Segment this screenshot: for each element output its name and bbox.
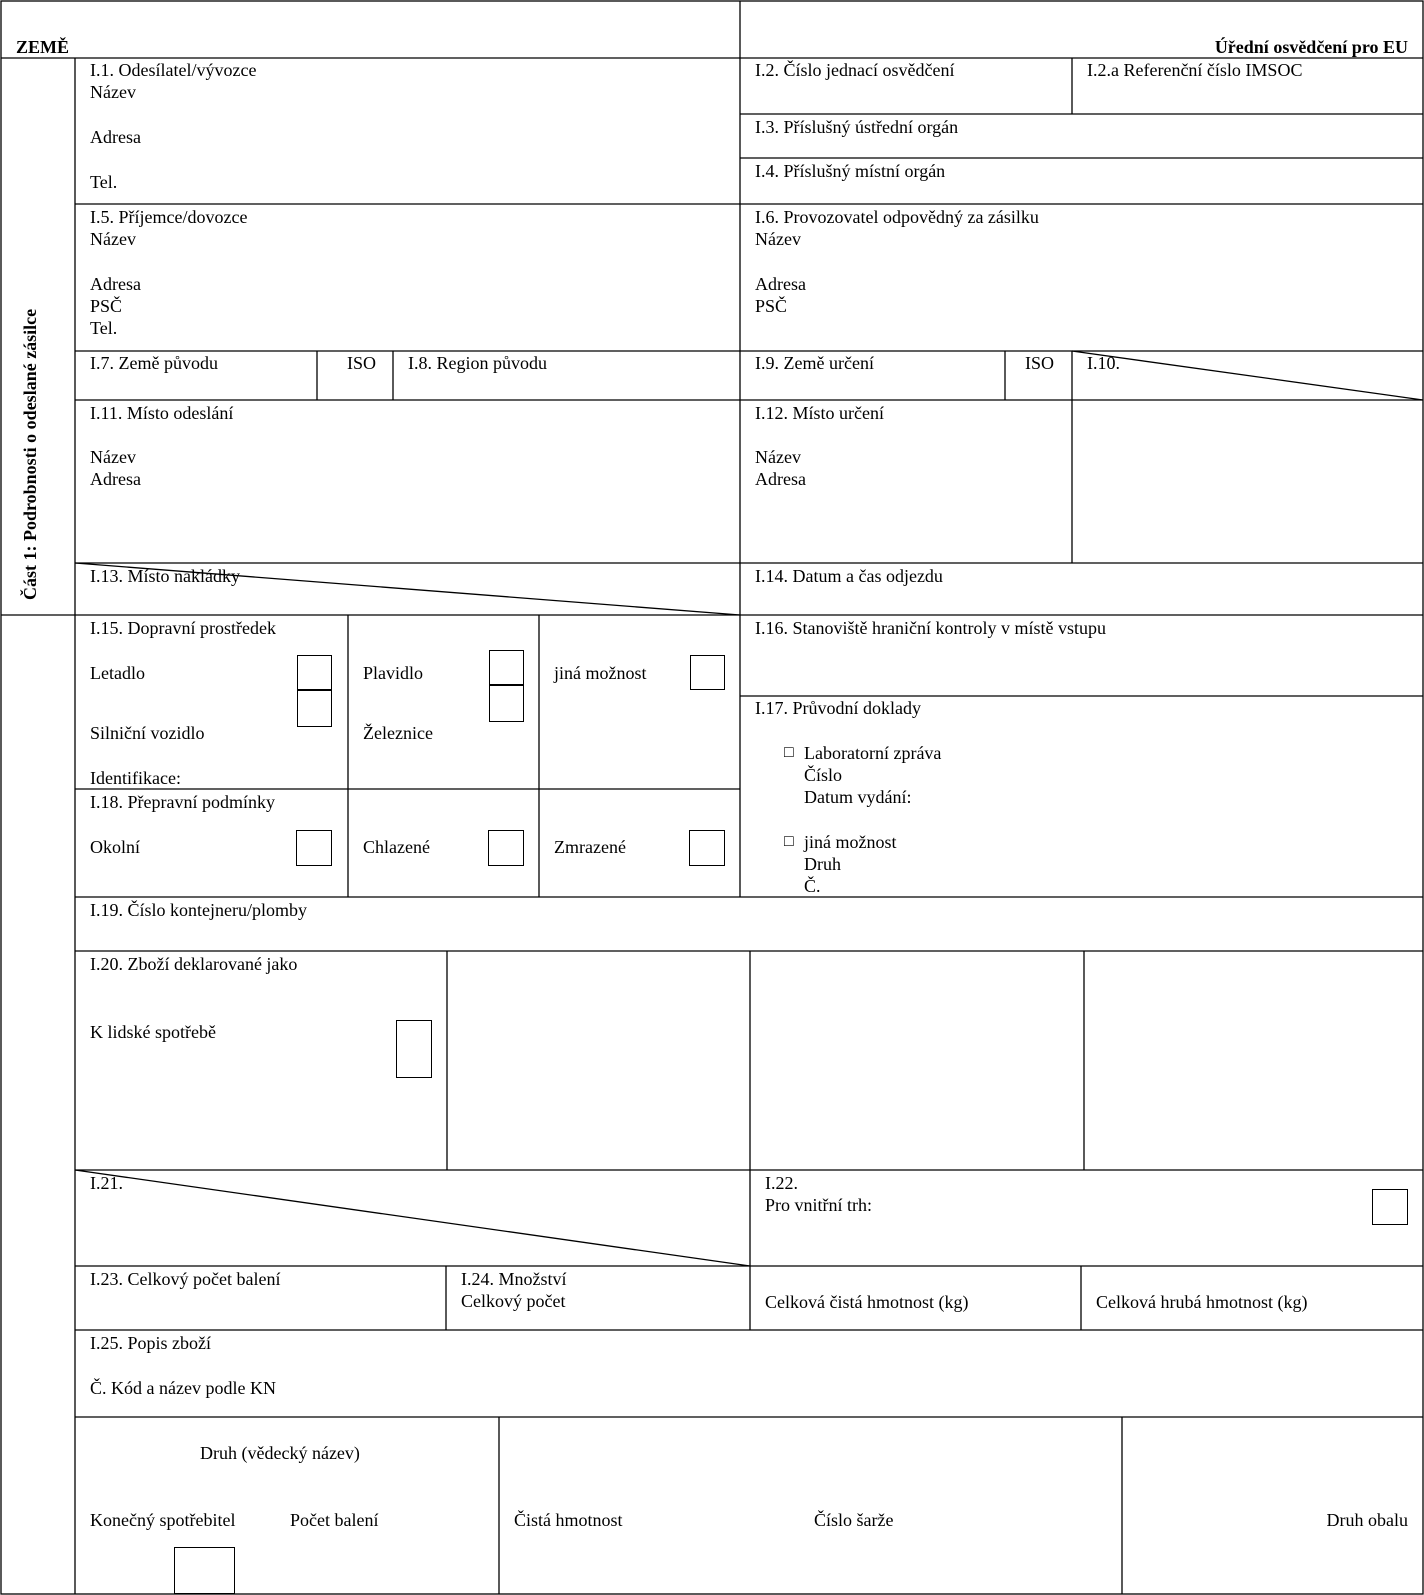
i7-country-of-origin-label: I.7. Země původu bbox=[90, 353, 218, 373]
i25-packages-label: Počet balení bbox=[290, 1510, 379, 1530]
i25-final-consumer-checkbox[interactable] bbox=[174, 1547, 235, 1594]
i22-label: I.22. bbox=[765, 1173, 798, 1193]
i7-iso-label: ISO bbox=[347, 353, 377, 373]
i12-address-label: Adresa bbox=[755, 469, 806, 489]
i15-other-label: jiná možnost bbox=[554, 663, 647, 683]
i6-address-label: Adresa bbox=[755, 274, 806, 294]
i25-goods-description-label: I.25. Popis zboží bbox=[90, 1333, 211, 1353]
i15-road-vehicle-label: Silniční vozidlo bbox=[90, 723, 205, 743]
i25-cn-code-label: Č. Kód a název podle KN bbox=[90, 1378, 276, 1398]
i25-net-weight-label: Čistá hmotnost bbox=[514, 1510, 623, 1530]
i19-container-seal-label: I.19. Číslo kontejneru/plomby bbox=[90, 900, 307, 920]
i6-label: I.6. Provozovatel odpovědný za zásilku bbox=[755, 207, 1039, 227]
i18-chilled-checkbox[interactable] bbox=[488, 830, 524, 866]
i2a-imsoc-label: I.2.a Referenční číslo IMSOC bbox=[1087, 60, 1303, 80]
i24-net-weight-label: Celková čistá hmotnost (kg) bbox=[765, 1292, 969, 1312]
i15-aircraft-checkbox[interactable] bbox=[297, 655, 332, 690]
i25-species-label: Druh (vědecký název) bbox=[200, 1443, 360, 1463]
i17-other-number-label: Č. bbox=[804, 876, 821, 896]
i24-gross-weight-label: Celková hrubá hmotnost (kg) bbox=[1096, 1292, 1308, 1312]
i15-aircraft-label: Letadlo bbox=[90, 663, 145, 683]
i22-internal-market-label: Pro vnitřní trh: bbox=[765, 1195, 872, 1215]
i15-transport-label: I.15. Dopravní prostředek bbox=[90, 618, 276, 638]
i18-frozen-label: Zmrazené bbox=[554, 837, 626, 857]
i15-vessel-label: Plavidlo bbox=[363, 663, 424, 683]
i5-name-label: Název bbox=[90, 229, 136, 249]
i13-place-of-loading-label: I.13. Místo nakládky bbox=[90, 566, 240, 586]
i8-region-of-origin-label: I.8. Region původu bbox=[408, 353, 547, 373]
i20-goods-declared-label: I.20. Zboží deklarované jako bbox=[90, 954, 298, 974]
i1-tel-label: Tel. bbox=[90, 172, 118, 192]
i9-country-of-destination-label: I.9. Země určení bbox=[755, 353, 874, 373]
i15-other-checkbox[interactable] bbox=[690, 655, 725, 690]
i17-other-kind-label: Druh bbox=[804, 854, 841, 874]
i17-lab-number-label: Číslo bbox=[804, 765, 843, 785]
i14-departure-datetime-label: I.14. Datum a čas odjezdu bbox=[755, 566, 943, 586]
i3-central-authority-label: I.3. Příslušný ústřední orgán bbox=[755, 117, 959, 137]
i18-chilled-label: Chlazené bbox=[363, 837, 430, 857]
certificate-title: Úřední osvědčení pro EU bbox=[1214, 37, 1408, 57]
i5-label: I.5. Příjemce/dovozce bbox=[90, 207, 248, 227]
i4-local-authority-label: I.4. Příslušný místní orgán bbox=[755, 161, 946, 181]
i17-lab-report-checkbox[interactable]: □ bbox=[784, 744, 794, 761]
i15-rail-checkbox[interactable] bbox=[489, 685, 524, 722]
i18-ambient-checkbox[interactable] bbox=[296, 830, 332, 866]
i24-total-count-label: Celkový počet bbox=[461, 1291, 566, 1311]
i17-lab-report-label: Laboratorní zpráva bbox=[804, 743, 942, 763]
i6-postcode-label: PSČ bbox=[755, 296, 788, 316]
i12-name-label: Název bbox=[755, 447, 801, 467]
country-heading: ZEMĚ bbox=[16, 37, 70, 57]
i11-name-label: Název bbox=[90, 447, 136, 467]
i18-frozen-checkbox[interactable] bbox=[689, 830, 725, 866]
i1-address-label: Adresa bbox=[90, 127, 141, 147]
i18-ambient-label: Okolní bbox=[90, 837, 141, 857]
i15-rail-label: Železnice bbox=[363, 723, 433, 743]
i25-package-type-label: Druh obalu bbox=[1326, 1510, 1408, 1530]
i17-accompanying-documents-label: I.17. Průvodní doklady bbox=[755, 698, 921, 718]
i24-quantity-label: I.24. Množství bbox=[461, 1269, 567, 1289]
i25-batch-number-label: Číslo šarže bbox=[814, 1510, 894, 1530]
i25-final-consumer-label: Konečný spotřebitel bbox=[90, 1510, 236, 1530]
i5-postcode-label: PSČ bbox=[90, 296, 123, 316]
i22-internal-market-checkbox[interactable] bbox=[1372, 1189, 1408, 1225]
i12-place-of-destination-label: I.12. Místo určení bbox=[755, 403, 884, 423]
i18-transport-conditions-label: I.18. Přepravní podmínky bbox=[90, 792, 275, 812]
i15-road-vehicle-checkbox[interactable] bbox=[297, 690, 332, 727]
i20-human-consumption-label: K lidské spotřebě bbox=[90, 1022, 216, 1042]
i5-address-label: Adresa bbox=[90, 274, 141, 294]
i10-label: I.10. bbox=[1087, 353, 1120, 373]
i1-name-label: Název bbox=[90, 82, 136, 102]
i11-address-label: Adresa bbox=[90, 469, 141, 489]
i20-human-consumption-checkbox[interactable] bbox=[396, 1020, 432, 1078]
i6-name-label: Název bbox=[755, 229, 801, 249]
i9-iso-label: ISO bbox=[1025, 353, 1055, 373]
i15-identification-label: Identifikace: bbox=[90, 768, 181, 788]
i5-tel-label: Tel. bbox=[90, 318, 118, 338]
i1-label: I.1. Odesílatel/vývozce bbox=[90, 60, 257, 80]
i2-reference-label: I.2. Číslo jednací osvědčení bbox=[755, 60, 955, 80]
i17-lab-date-label: Datum vydání: bbox=[804, 787, 912, 807]
i17-other-label: jiná možnost bbox=[804, 832, 897, 852]
i21-label: I.21. bbox=[90, 1173, 123, 1193]
i16-border-control-post-label: I.16. Stanoviště hraniční kontroly v místě vstupu bbox=[755, 618, 1106, 638]
part-1-label: Část 1: Podrobnosti o odeslané zásilce bbox=[20, 308, 40, 600]
i11-place-of-dispatch-label: I.11. Místo odeslání bbox=[90, 403, 234, 423]
i17-other-checkbox[interactable]: □ bbox=[784, 833, 794, 850]
i23-total-packages-label: I.23. Celkový počet balení bbox=[90, 1269, 281, 1289]
i15-vessel-checkbox[interactable] bbox=[489, 650, 524, 685]
